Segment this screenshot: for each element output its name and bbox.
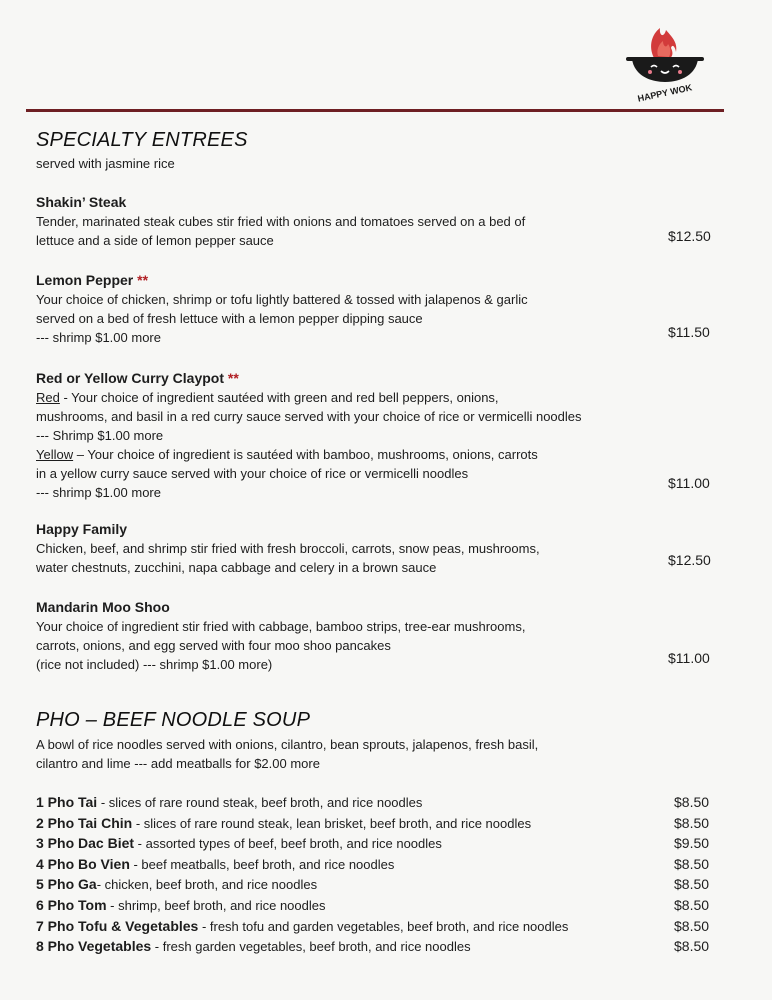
pho-item-price: $8.50 <box>674 896 710 913</box>
pho-item-description: - slices of rare round steak, lean brisket, beef broth, and rice noodles <box>132 815 532 831</box>
item-description: Chicken, beef, and shrimp stir fried with fresh broccoli, carrots, snow peas, mushrooms, water chestnuts, zucchini, napa cabbage and celery in a brown sauce <box>36 541 540 575</box>
pho-item-description: - shrimp, beef broth, and rice noodles <box>106 897 326 913</box>
menu-item <box>36 270 636 347</box>
item-price: $11.00 <box>668 650 710 666</box>
item-description: Red - Your choice of ingredient sautéed with green and red bell peppers, onions, mushrooms, and basil in a red curry sauce served with your choice of rice or vermicelli noodles --- Shrimp $1.00 more Yellow – Your choice of ingredient is sautéed with bamboo, mushrooms, onions, carrots in a yellow curry sauce served with your choice of rice or vermicelli noodles --- shrimp $1.00 more <box>36 390 582 500</box>
pho-item-description: - beef meatballs, beef broth, and rice noodles <box>129 856 395 872</box>
happy-wok-logo <box>618 22 712 102</box>
list-item <box>36 833 726 854</box>
pho-item-name: 5 Pho Ga <box>36 876 97 893</box>
list-item <box>36 936 726 957</box>
list-item <box>36 792 726 813</box>
pho-item-description: - fresh garden vegetables, beef broth, and rice noodles <box>151 939 471 955</box>
section-title-specialty: SPECIALTY ENTREES <box>36 129 248 151</box>
pho-item-price: $9.50 <box>674 835 710 852</box>
list-item <box>36 854 726 875</box>
item-name: Mandarin Moo Shoo <box>36 599 170 615</box>
pho-item-name: 1 Pho Tai <box>36 794 98 810</box>
section-intro-pho: A bowl of rice noodles served with onions, cilantro, bean sprouts, jalapenos, fresh basil, cilantro and lime --- add meatballs for $2.00 more <box>36 737 539 771</box>
menu-item <box>36 368 636 502</box>
pho-item-description: - fresh tofu and garden vegetables, beef broth, and rice noodles <box>198 918 569 934</box>
pho-item-price: $8.50 <box>674 938 710 955</box>
wok-flame-icon <box>618 22 712 102</box>
item-name: Lemon Pepper ** <box>36 272 149 288</box>
menu-item <box>36 519 636 577</box>
item-price: $12.50 <box>668 228 711 244</box>
item-description: Your choice of chicken, shrimp or tofu lightly battered & tossed with jalapenos & garlic served on a bed of fresh lettuce with a lemon pepper dipping sauce --- shrimp $1.00 more <box>36 292 528 345</box>
item-description: Tender, marinated steak cubes stir fried with onions and tomatoes served on a bed of lettuce and a side of lemon pepper sauce <box>36 214 526 248</box>
logo-text: HAPPY WOK <box>636 82 693 102</box>
item-name: Shakin’ Steak <box>36 194 127 210</box>
spicy-mark: ** <box>137 272 149 288</box>
list-item <box>36 874 726 895</box>
pho-list <box>36 792 726 957</box>
menu-item <box>36 597 636 674</box>
item-description: Your choice of ingredient stir fried with cabbage, bamboo strips, tree-ear mushrooms, carrots, onions, and egg served with four moo shoo pancakes (rice not included) --- shrimp $1.00 more) <box>36 619 526 672</box>
pho-item-price: $8.50 <box>674 917 710 934</box>
item-price: $12.50 <box>668 552 711 568</box>
pho-item-description: - chicken, beef broth, and rice noodles <box>96 877 318 893</box>
pho-item-price: $8.50 <box>674 814 710 831</box>
item-price: $11.00 <box>668 475 710 491</box>
pho-item-name: 8 Pho Vegetables <box>36 938 152 955</box>
red-curry-label: Red <box>36 390 60 405</box>
menu-item <box>36 192 636 250</box>
pho-item-name: 7 Pho Tofu & Vegetables <box>36 917 199 934</box>
section-title-pho: PHO – BEEF NOODLE SOUP <box>36 709 311 731</box>
pho-item-name: 2 Pho Tai Chin <box>36 814 133 831</box>
header-divider <box>26 109 724 112</box>
list-item <box>36 895 726 916</box>
pho-item-description: - assorted types of beef, beef broth, and rice noodles <box>134 836 442 852</box>
pho-item-price: $8.50 <box>674 855 710 872</box>
pho-item-name: 4 Pho Bo Vien <box>36 855 130 872</box>
pho-item-price: $8.50 <box>674 794 710 810</box>
spicy-mark: ** <box>227 370 239 386</box>
section-subtitle-specialty: served with jasmine rice <box>36 156 175 171</box>
list-item <box>36 813 726 834</box>
pho-item-name: 6 Pho Tom <box>36 896 107 913</box>
pho-item-name: 3 Pho Dac Biet <box>36 835 135 852</box>
list-item <box>36 916 726 937</box>
pho-item-price: $8.50 <box>674 876 710 893</box>
item-price: $11.50 <box>668 324 710 340</box>
item-name: Happy Family <box>36 521 128 537</box>
item-name: Red or Yellow Curry Claypot ** <box>36 370 239 386</box>
yellow-curry-label: Yellow <box>36 447 74 462</box>
pho-item-description: - slices of rare round steak, beef broth, and rice noodles <box>97 795 423 810</box>
